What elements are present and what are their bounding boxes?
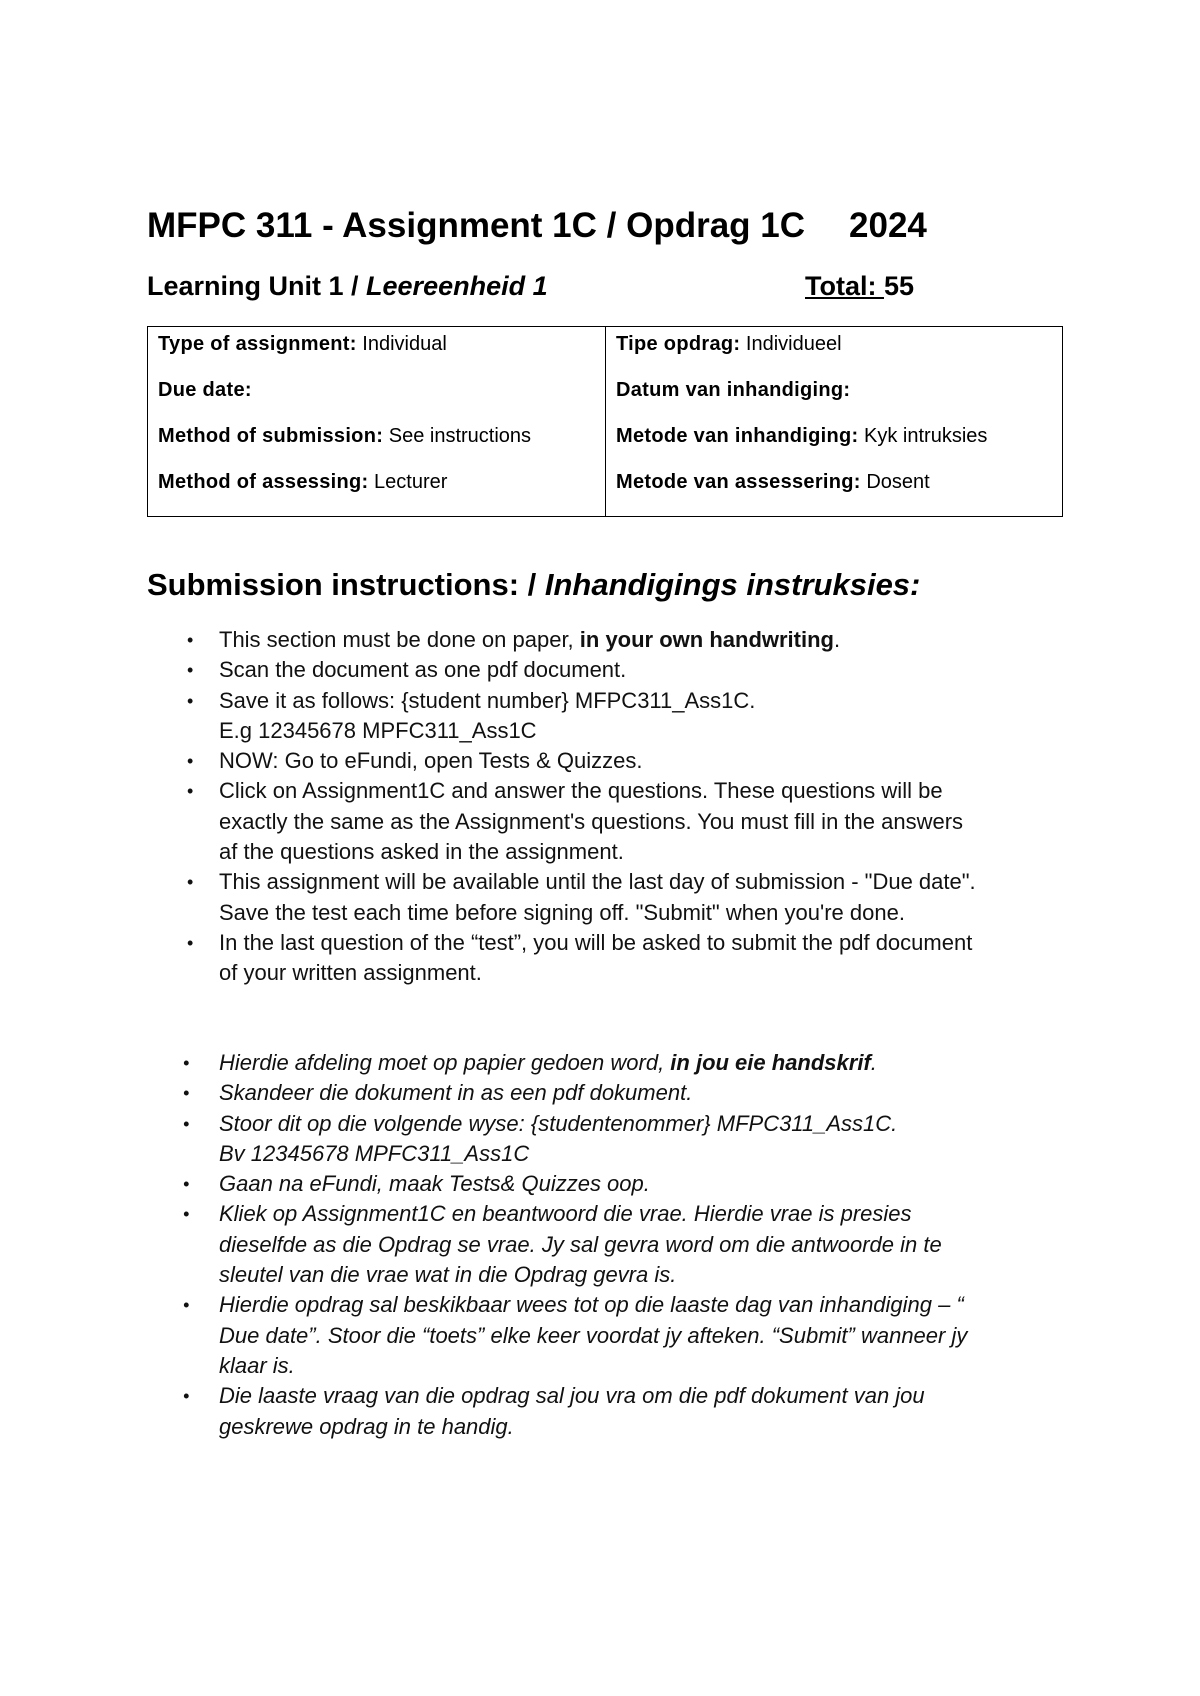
submission-heading [147, 567, 920, 603]
total-value: 55 [883, 271, 915, 301]
learning-unit-en: Learning Unit 1 / [147, 271, 367, 301]
info-type: Type of assignment: Individual [158, 333, 447, 355]
info-assessing-method: Method of assessing: Lecturer [158, 471, 448, 493]
bullet-icon: • [187, 781, 194, 802]
bullet-icon: • [183, 1053, 190, 1073]
info-due-date: Due date: [158, 379, 252, 401]
page-title [147, 206, 927, 246]
list-item: • This section must be done on paper, in your own handwriting. [147, 625, 1067, 655]
learning-unit-row [147, 271, 947, 302]
info-submission-method: Method of submission: See instructions [158, 425, 532, 447]
list-item: • Hierdie afdeling moet op papier gedoen word, in jou eie handskrif. [147, 1048, 1067, 1078]
bullet-icon: • [187, 660, 194, 681]
list-item: • Hierdie opdrag sal beskikbaar wees tot op die laaste dag van inhandiging – “ Due date”. Stoor die “toets” elke keer voordat jy afteken. “Submit” wanneer jy klaar is. [183, 1292, 968, 1378]
total-marks [805, 271, 914, 302]
bullet-icon: • [187, 630, 194, 650]
list-item: • NOW: Go to eFundi, open Tests & Quizzes. [147, 746, 1067, 776]
bullet-icon: • [183, 1083, 190, 1104]
info-datum: Datum van inhandiging: [616, 379, 851, 401]
list-item: • Click on Assignment1C and answer the questions. These questions will be exactly the same as the Assignment's questions. You must fill in the answers af the questions asked in the assignment. [187, 778, 964, 865]
bullet-icon: • [183, 1386, 190, 1407]
list-item: • Kliek op Assignment1C en beantwoord die vrae. Hierdie vrae is presies dieselfde as die Opdrag se vrae. Jy sal gevra word om die antwoorde in te sleutel van die vrae wat in die Opdrag gevra is. [183, 1201, 942, 1288]
bullet-icon: • [187, 690, 194, 711]
bullet-icon: • [183, 1295, 190, 1316]
bullet-icon: • [183, 1204, 190, 1225]
title-year: 2024 [849, 206, 927, 245]
list-item: • Skandeer die dokument in as een pdf dokument. [147, 1078, 1067, 1108]
info-metode-inhandiging: Metode van inhandiging: Kyk intruksies [616, 425, 988, 447]
list-item: • Stoor dit op die volgende wyse: {studentenommer} MFPC311_Ass1C. Bv 12345678 MPFC311_Ass1C [183, 1110, 898, 1166]
info-column-en [148, 327, 606, 517]
list-item: • In the last question of the “test”, you will be asked to submit the pdf document of your written assignment. [187, 929, 973, 986]
total-label: Total: [805, 271, 884, 301]
assignment-info-table [147, 326, 1063, 517]
list-item: • Save it as follows: {student number} MFPC311_Ass1C. E.g 12345678 MPFC311_Ass1C [187, 687, 756, 743]
info-column-af [606, 327, 1063, 517]
info-metode-assessering: Metode van assessering: Dosent [616, 471, 930, 493]
learning-unit-af: Leereenheid 1 [366, 271, 548, 301]
instructions-list-af [147, 1048, 1067, 1442]
list-item: • Die laaste vraag van die opdrag sal jou vra om die pdf dokument van jou geskrewe opdrag in te handig. [183, 1383, 925, 1439]
bullet-icon: • [187, 932, 194, 953]
info-tipe: Tipe opdrag: Individueel [616, 333, 842, 355]
submission-heading-en: Submission instructions: / [147, 567, 545, 602]
instructions-list-en [147, 625, 1067, 989]
list-item: • This assignment will be available until the last day of submission - "Due date". Save the test each time before signing off. "Submit" when you're done. [187, 869, 976, 925]
bullet-icon: • [187, 872, 194, 893]
list-item: • Gaan na eFundi, maak Tests& Quizzes oop. [147, 1169, 1067, 1199]
bullet-icon: • [183, 1174, 190, 1195]
bullet-icon: • [183, 1113, 190, 1134]
submission-heading-af: Inhandigings instruksies: [544, 567, 921, 602]
bullet-icon: • [187, 751, 194, 772]
title-text: MFPC 311 - Assignment 1C / Opdrag 1C [147, 206, 806, 245]
list-item: • Scan the document as one pdf document. [147, 655, 1067, 685]
